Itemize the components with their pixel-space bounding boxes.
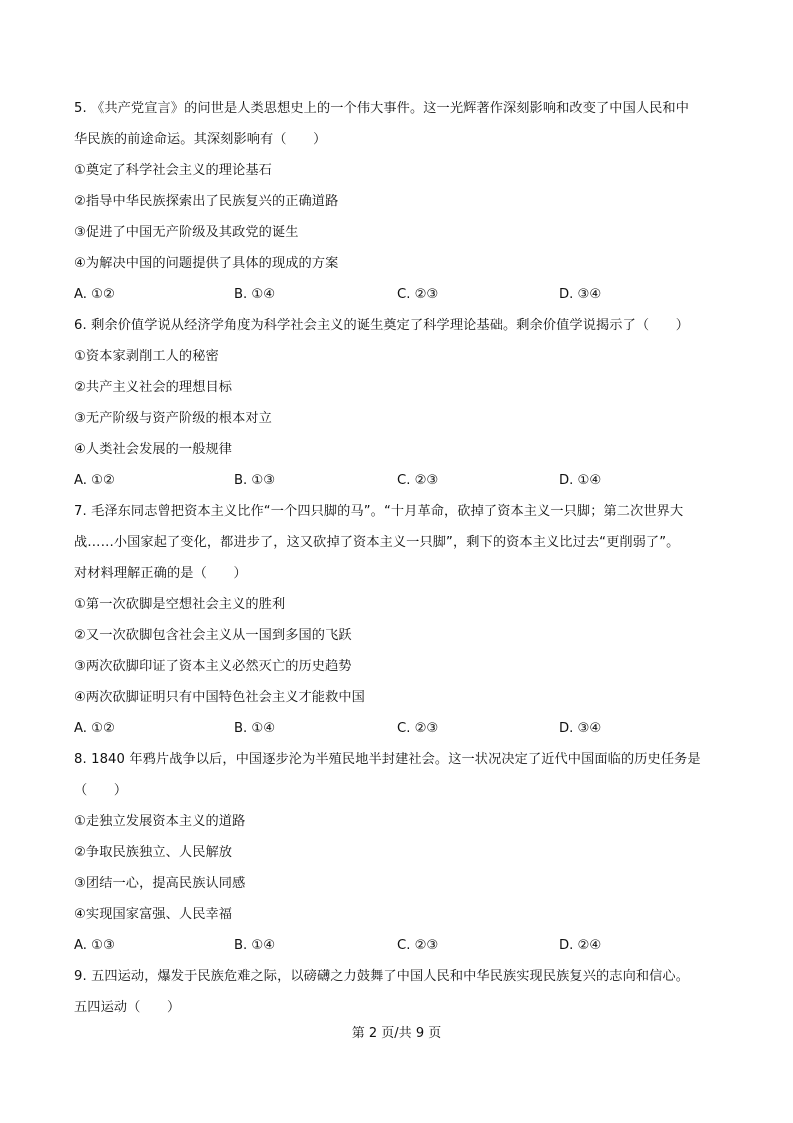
question-6 xyxy=(74,310,724,496)
statement-item: ③两次砍脚印证了资本主义必然灭亡的历史趋势 xyxy=(74,659,352,674)
statement-item: ④实现国家富强、人民幸福 xyxy=(74,907,233,922)
question-stem-line: 五四运动（ ） xyxy=(74,1000,181,1015)
statement-item: ①走独立发展资本主义的道路 xyxy=(74,814,246,829)
page-footer xyxy=(0,1024,793,1044)
answer-options xyxy=(74,465,724,496)
statement-item: ③团结一心，提高民族认同感 xyxy=(74,876,246,891)
option-d: D. ③④ xyxy=(559,721,602,736)
question-list xyxy=(74,93,724,1023)
option-a: A. ①② xyxy=(74,721,115,736)
statement-item: ①资本家剥削工人的秘密 xyxy=(74,349,219,364)
statement-item: ①第一次砍脚是空想社会主义的胜利 xyxy=(74,597,286,612)
statement-item: ②指导中华民族探索出了民族复兴的正确道路 xyxy=(74,194,339,209)
option-d: D. ③④ xyxy=(559,287,602,302)
statement-item: ①奠定了科学社会主义的理论基石 xyxy=(74,163,272,178)
statement-item: ②共产主义社会的理想目标 xyxy=(74,380,233,395)
option-c: C. ②③ xyxy=(397,938,439,953)
option-a: A. ①③ xyxy=(74,938,115,953)
option-a: A. ①② xyxy=(74,287,115,302)
statement-item: ③无产阶级与资产阶级的根本对立 xyxy=(74,411,272,426)
option-b: B. ①④ xyxy=(234,287,276,302)
option-c: C. ②③ xyxy=(397,721,439,736)
option-c: C. ②③ xyxy=(397,473,439,488)
question-stem-line: （ ） xyxy=(74,783,128,798)
option-d: D. ①④ xyxy=(559,473,602,488)
question-stem-line: 对材料理解正确的是（ ） xyxy=(74,566,247,581)
question-stem-line: 9. 五四运动，爆发于民族危难之际，以磅礴之力鼓舞了中国人民和中华民族实现民族复兴的志向和信心。 xyxy=(74,969,690,984)
question-stem-line: 6. 剩余价值学说从经济学角度为科学社会主义的诞生奠定了科学理论基础。剩余价值学说揭示了（ ） xyxy=(74,318,690,333)
option-c: C. ②③ xyxy=(397,287,439,302)
page-number: 第 2 页/共 9 页 xyxy=(351,1026,442,1041)
question-stem-line: 7. 毛泽东同志曾把资本主义比作“一个四只脚的马”。“十月革命，砍掉了资本主义一只脚；第二次世界大 xyxy=(74,504,684,519)
answer-options xyxy=(74,279,724,310)
question-8 xyxy=(74,744,724,961)
statement-item: ③促进了中国无产阶级及其政党的诞生 xyxy=(74,225,299,240)
option-d: D. ②④ xyxy=(559,938,602,953)
statement-item: ④为解决中国的问题提供了具体的现成的方案 xyxy=(74,256,339,271)
answer-options xyxy=(74,713,724,744)
question-5 xyxy=(74,93,724,310)
option-b: B. ①④ xyxy=(234,938,276,953)
answer-options xyxy=(74,930,724,961)
option-b: B. ①③ xyxy=(234,473,276,488)
question-9 xyxy=(74,961,724,1023)
question-7 xyxy=(74,496,724,744)
question-stem-line: 战……小国家起了变化，都进步了，这又砍掉了资本主义一只脚”，剩下的资本主义比过去“更削弱了”。 xyxy=(74,535,680,550)
question-stem-line: 华民族的前途命运。其深刻影响有（ ） xyxy=(74,132,327,147)
statement-item: ②争取民族独立、人民解放 xyxy=(74,845,233,860)
question-stem-line: 5. 《共产党宣言》的问世是人类思想史上的一个伟大事件。这一光辉著作深刻影响和改变了中国人民和中 xyxy=(74,101,690,116)
option-b: B. ①④ xyxy=(234,721,276,736)
question-stem-line: 8. 1840 年鸦片战争以后，中国逐步沦为半殖民地半封建社会。这一状况决定了近代中国面临的历史任务是 xyxy=(74,752,701,767)
statement-item: ②又一次砍脚包含社会主义从一国到多国的飞跃 xyxy=(74,628,352,643)
statement-item: ④人类社会发展的一般规律 xyxy=(74,442,233,457)
statement-item: ④两次砍脚证明只有中国特色社会主义才能救中国 xyxy=(74,690,365,705)
option-a: A. ①② xyxy=(74,473,115,488)
